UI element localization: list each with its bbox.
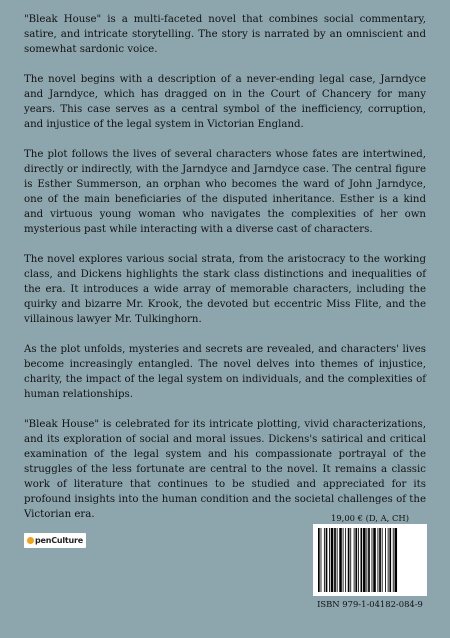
barcode-bar: [331, 528, 334, 592]
barcode-bar: [348, 528, 350, 592]
barcode-graphic: [313, 524, 427, 596]
barcode-bar: [388, 528, 389, 592]
barcode-bar: [339, 528, 342, 592]
logo-pen: pen: [34, 536, 52, 545]
barcode-bar: [329, 528, 330, 592]
barcode-bar: [378, 528, 379, 592]
barcode-bar: [324, 528, 325, 592]
barcode-bar: [318, 528, 320, 592]
logo-o-icon: [27, 537, 34, 544]
paragraph-2: The novel begins with a description of a never-ending legal case, Jarndyce and Jarndyce, which has dragged on in the Court of Chancery for many years. This case serves as a central symbol of the inefficiency, corruption, and injustice of the legal system in Victorian England.: [24, 73, 426, 131]
barcode-bar: [355, 528, 357, 592]
barcode-bar: [385, 528, 386, 592]
barcode-bar: [363, 528, 366, 592]
barcode-bar: [373, 528, 376, 592]
barcode-bar: [321, 528, 322, 592]
barcode-icon: [313, 524, 427, 596]
paragraph-1: "Bleak House" is a multi-faceted novel that combines social commentary, satire, and intricate storytelling. The story is narrated by an omniscient and somewhat sardonic voice.: [24, 14, 426, 56]
barcode-bar: [366, 528, 367, 592]
barcode-bar: [358, 528, 359, 592]
blurb-text: [24, 12, 426, 537]
barcode-bar: [354, 528, 355, 592]
barcode-bar: [368, 528, 370, 592]
isbn-label: ISBN 979-1-04182-084-9: [317, 599, 423, 609]
paragraph-4: The novel explores various social strata, from the aristocracy to the working class, and Dickens highlights the stark class distinctions and inequalities of the era. It introduces a wide array of memorable characters, including the quirky and bizarre Mr. Krook, the devoted but eccentric Miss Flite, and the villainous lawyer Mr. Tulkinghorn.: [24, 253, 426, 326]
publisher-logo: [24, 533, 86, 548]
barcode-bar: [389, 528, 391, 592]
barcode-bar: [395, 528, 398, 592]
barcode-bar: [361, 528, 363, 592]
price-label: 19,00 € (D, A, CH): [331, 513, 409, 523]
barcode-bar: [393, 528, 394, 592]
logo-culture: Culture: [51, 536, 84, 545]
barcode-bar: [372, 528, 373, 592]
barcode-bar: [345, 528, 346, 592]
barcode-bar: [379, 528, 381, 592]
barcode-bar: [334, 528, 336, 592]
barcode-bar: [382, 528, 383, 592]
barcode-bar: [343, 528, 344, 592]
barcode-bar: [337, 528, 338, 592]
paragraph-3: The plot follows the lives of several characters whose fates are intertwined, directly or indirectly, with the Jarndyce and Jarndyce case. The central figure is Esther Summerson, an orphan who becomes the ward of John Jarndyce, one of the main beneficiaries of the disputed inheritance. Esther is a kind and virtuous young woman who navigates the complexities of her own mysterious past while interacting with a diverse cast of characters.: [24, 148, 426, 236]
paragraph-5: As the plot unfolds, mysteries and secrets are revealed, and characters' lives become increasingly entangled. The novel delves into themes of injustice, charity, the impact of the legal system on individuals, and the complexities of human relationships.: [24, 343, 426, 400]
barcode-bar: [326, 528, 328, 592]
barcode-bar: [350, 528, 351, 592]
paragraph-6: "Bleak House" is celebrated for its intricate plotting, vivid characterizations, and its exploration of social and moral issues. Dickens's satirical and critical examination of the legal system and his compassionate portrayal of the struggles of the less fortunate are central to the novel. It remains a classic work of literature that continues to be studied and appreciated for its profound insights into the human condition and the societal challenges of the Victorian era.: [24, 418, 426, 521]
